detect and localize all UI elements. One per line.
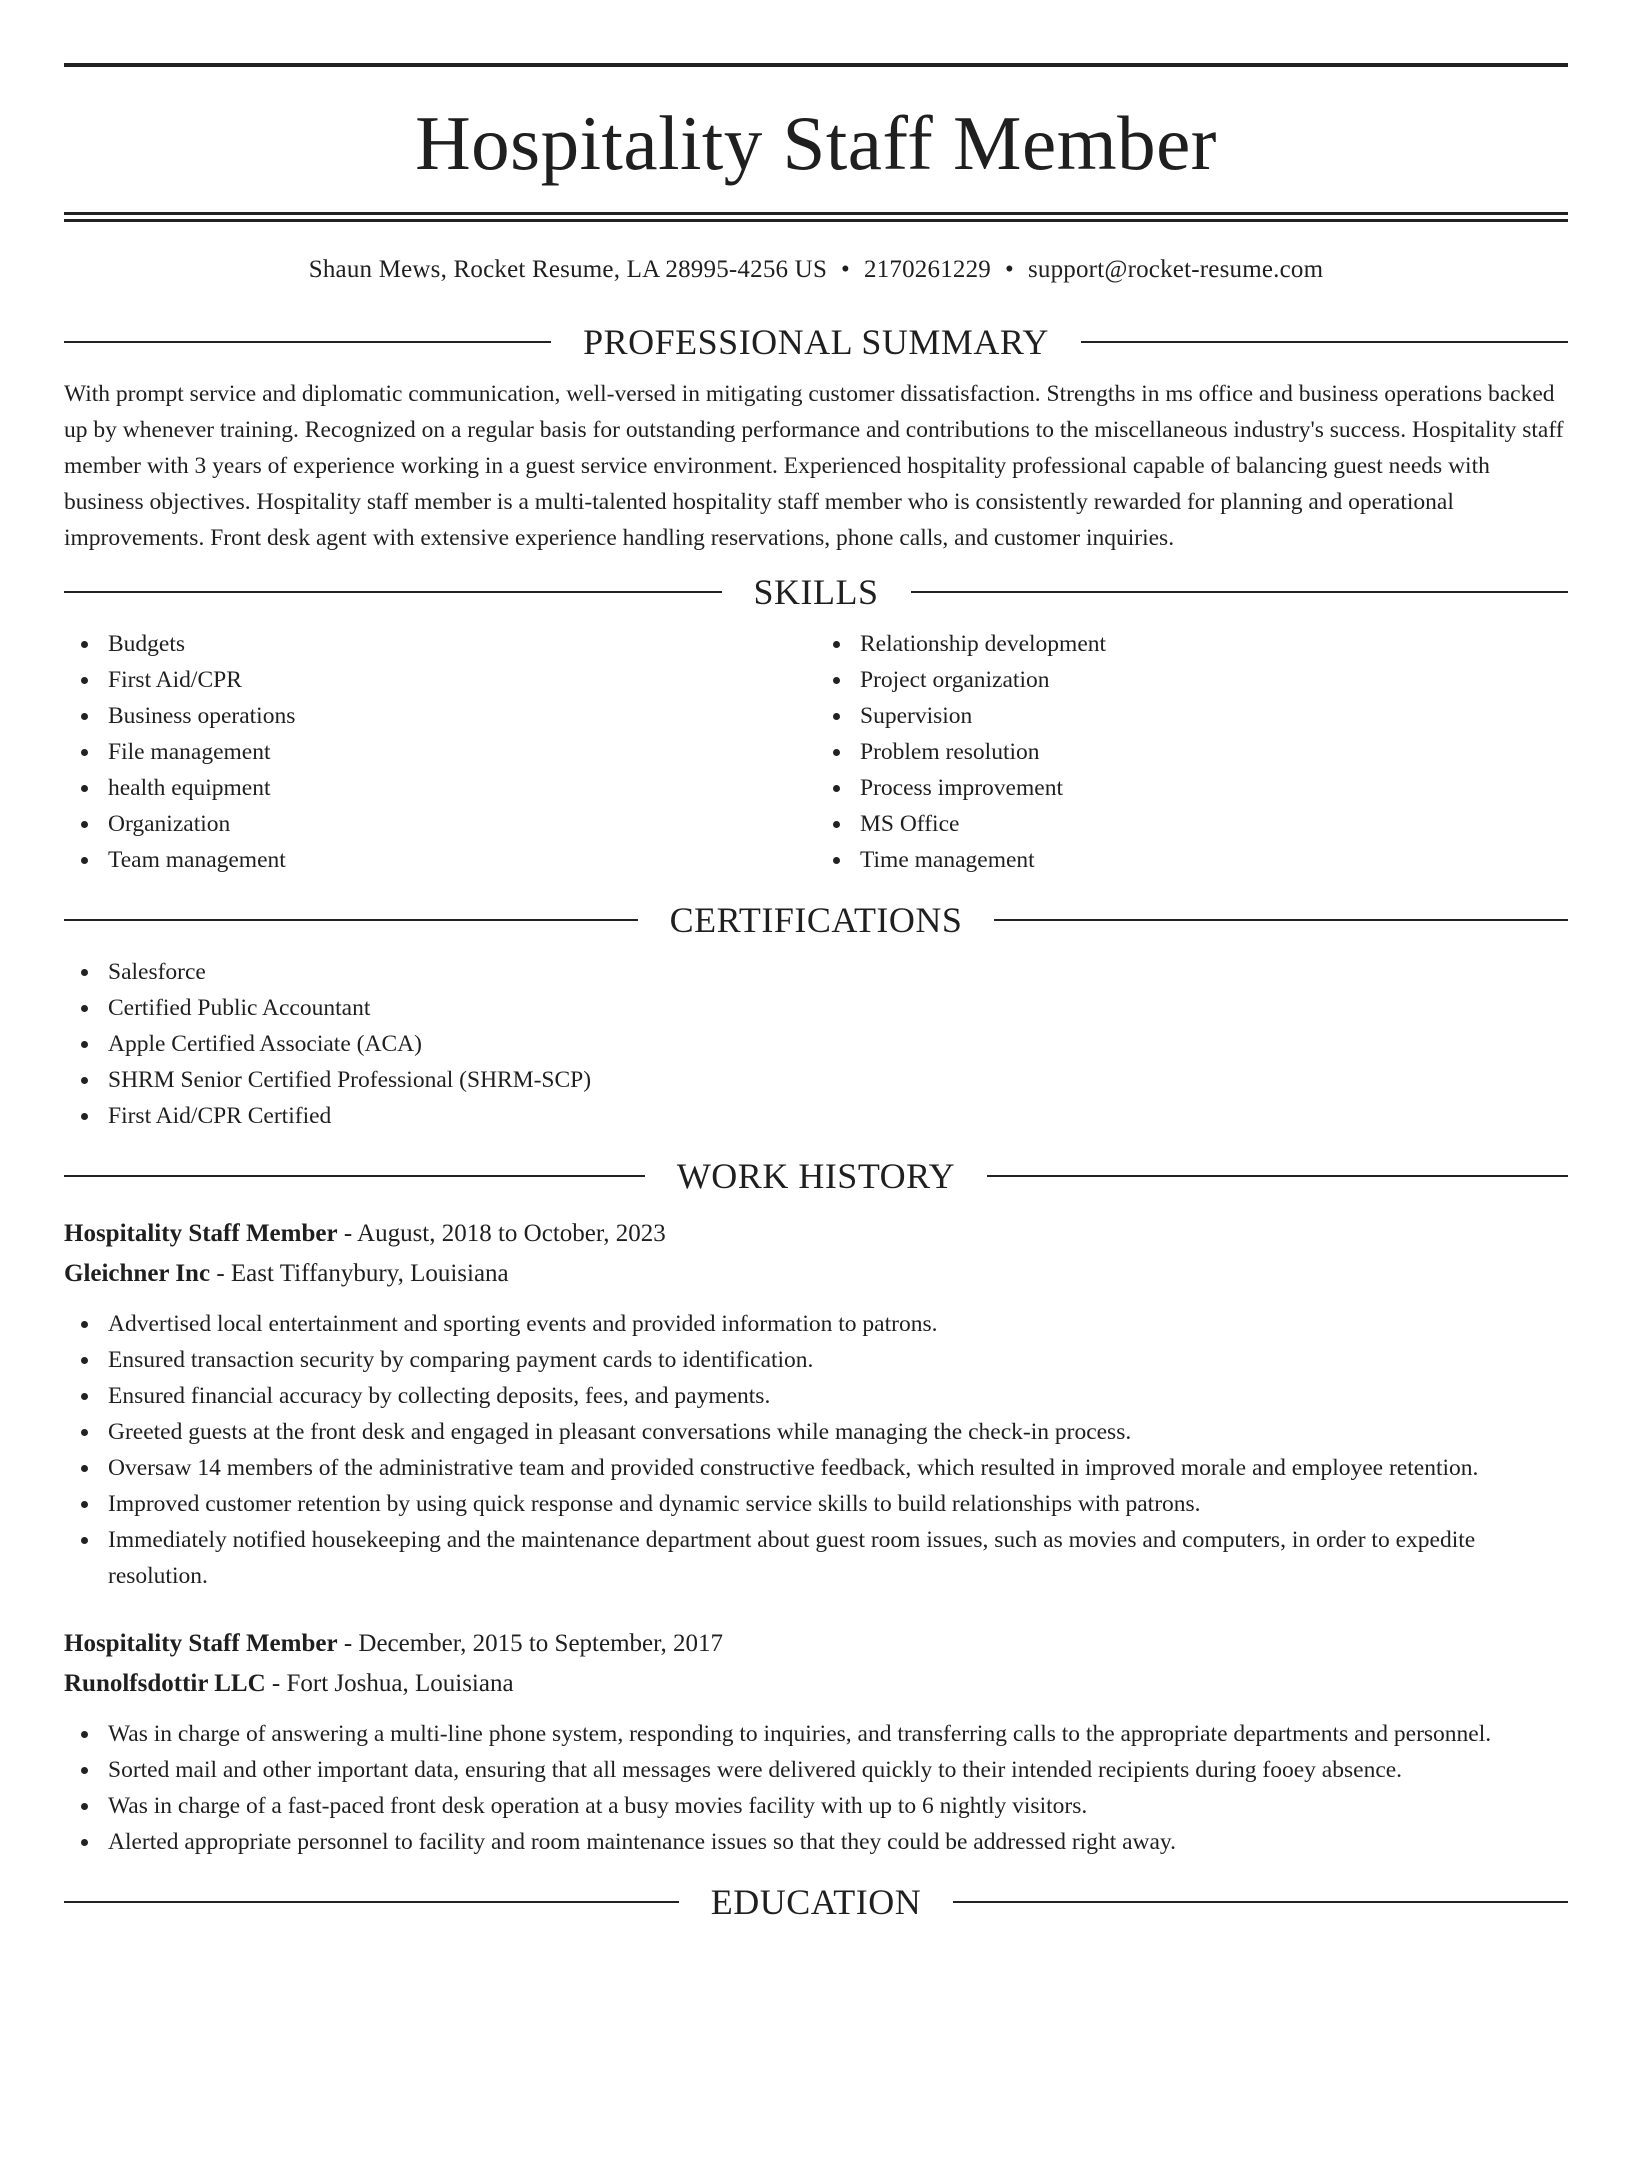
job-bullet: Advertised local entertainment and sporting events and provided information to patrons. <box>64 1306 1568 1342</box>
certification-item: Certified Public Accountant <box>64 990 1568 1026</box>
summary-text: With prompt service and diplomatic communication, well-versed in mitigating customer dissatisfaction. Strengths in ms office and business operations backed up by whenever training. Recognized on a regular basis for outstanding performance and contributions to the miscellaneous industry's success. Hospitality staff member with 3 years of experience working in a guest service environment. Experienced hospitality professional capable of balancing guest needs with business objectives. Hospitality staff member is a multi-talented hospitality staff member who is consistently rewarded for planning and operational improvements. Front desk agent with extensive experience handling reservations, phone calls, and customer inquiries. <box>64 381 1564 551</box>
header-top-rule <box>64 63 1568 67</box>
skill-item: Time management <box>816 842 1568 878</box>
certification-item: Salesforce <box>64 954 1568 990</box>
certification-item: First Aid/CPR Certified <box>64 1098 1568 1134</box>
job-bullet: Oversaw 14 members of the administrative team and provided constructive feedback, which resulted in improved morale and employee retention. <box>64 1450 1568 1486</box>
contact-address: Shaun Mews, Rocket Resume, LA 28995-4256 US <box>308 256 828 283</box>
skill-item: Project organization <box>816 662 1568 698</box>
resume-title: Hospitality Staff Member <box>415 100 1217 186</box>
contact-separator: • <box>1005 256 1014 283</box>
divider-line <box>64 919 638 921</box>
skill-item: Relationship development <box>816 626 1568 662</box>
skills-right-list <box>816 626 1568 878</box>
skill-item: Process improvement <box>816 770 1568 806</box>
job-bullets <box>64 1306 1568 1594</box>
job-bullet: Alerted appropriate personnel to facility and room maintenance issues so that they could be addressed right away. <box>64 1824 1568 1860</box>
divider-line <box>64 591 722 593</box>
job-dates: - August, 2018 to October, 2023 <box>337 1220 666 1247</box>
work-history-heading-label: WORK HISTORY <box>676 1156 956 1196</box>
work-history-heading <box>64 1158 1568 1194</box>
divider-line <box>911 591 1569 593</box>
header-double-rule <box>64 212 1568 222</box>
job-company-line <box>64 1664 1568 1704</box>
skill-item: Business operations <box>64 698 816 734</box>
job-company: Gleichner Inc <box>64 1260 211 1287</box>
job-bullet: Greeted guests at the front desk and engaged in pleasant conversations while managing the check-in process. <box>64 1414 1568 1450</box>
summary-heading-label: PROFESSIONAL SUMMARY <box>583 322 1049 362</box>
job-title-line <box>64 1214 1568 1254</box>
certifications-heading-label: CERTIFICATIONS <box>669 900 963 940</box>
contact-line <box>64 256 1568 284</box>
job-bullet: Ensured financial accuracy by collecting deposits, fees, and payments. <box>64 1378 1568 1414</box>
job-title: Hospitality Staff Member <box>64 1630 338 1657</box>
skills-grid <box>64 626 1568 878</box>
certifications-heading <box>64 902 1568 938</box>
job-company-line <box>64 1254 1568 1294</box>
divider-line <box>1081 341 1568 343</box>
job-bullets <box>64 1716 1568 1860</box>
divider-line <box>987 1175 1568 1177</box>
job-bullet: Sorted mail and other important data, ensuring that all messages were delivered quickly to their intended recipients during fooey absence. <box>64 1752 1568 1788</box>
skill-item: First Aid/CPR <box>64 662 816 698</box>
skill-item: Budgets <box>64 626 816 662</box>
job-title: Hospitality Staff Member <box>64 1220 338 1247</box>
contact-email: support@rocket-resume.com <box>1027 256 1324 283</box>
skills-left-list <box>64 626 816 878</box>
divider-line <box>64 341 551 343</box>
skill-item: Problem resolution <box>816 734 1568 770</box>
skills-heading <box>64 574 1568 610</box>
skill-item: health equipment <box>64 770 816 806</box>
education-heading <box>64 1884 1568 1920</box>
job-bullet: Improved customer retention by using quick response and dynamic service skills to build relationships with patrons. <box>64 1486 1568 1522</box>
certification-item: Apple Certified Associate (ACA) <box>64 1026 1568 1062</box>
job-location: - East Tiffanybury, Louisiana <box>210 1260 509 1287</box>
job-location: - Fort Joshua, Louisiana <box>265 1670 514 1697</box>
skill-item: MS Office <box>816 806 1568 842</box>
job-dates: - December, 2015 to September, 2017 <box>337 1630 723 1657</box>
job-bullet: Immediately notified housekeeping and the maintenance department about guest room issues, such as movies and computers, in order to expedite resolution. <box>64 1522 1568 1594</box>
divider-line <box>64 1901 679 1903</box>
divider-line <box>953 1901 1568 1903</box>
job-title-line <box>64 1624 1568 1664</box>
contact-phone: 2170261229 <box>864 256 991 283</box>
resume-page <box>0 63 1632 2175</box>
job-entry <box>64 1214 1568 1594</box>
job-bullet: Was in charge of a fast-paced front desk operation at a busy movies facility with up to 6 nightly visitors. <box>64 1788 1568 1824</box>
divider-line <box>64 1175 645 1177</box>
job-bullet: Was in charge of answering a multi-line phone system, responding to inquiries, and transferring calls to the appropriate departments and personnel. <box>64 1716 1568 1752</box>
skill-item: Organization <box>64 806 816 842</box>
skill-item: File management <box>64 734 816 770</box>
contact-separator: • <box>841 256 850 283</box>
job-bullet: Ensured transaction security by comparing payment cards to identification. <box>64 1342 1568 1378</box>
skill-item: Supervision <box>816 698 1568 734</box>
certification-item: SHRM Senior Certified Professional (SHRM-SCP) <box>64 1062 1568 1098</box>
job-company: Runolfsdottir LLC <box>64 1670 266 1697</box>
job-entry <box>64 1624 1568 1860</box>
skills-heading-label: SKILLS <box>753 572 879 612</box>
divider-line <box>994 919 1568 921</box>
education-heading-label: EDUCATION <box>710 1882 922 1922</box>
certifications-list <box>64 954 1568 1134</box>
summary-heading <box>64 324 1568 360</box>
skill-item: Team management <box>64 842 816 878</box>
